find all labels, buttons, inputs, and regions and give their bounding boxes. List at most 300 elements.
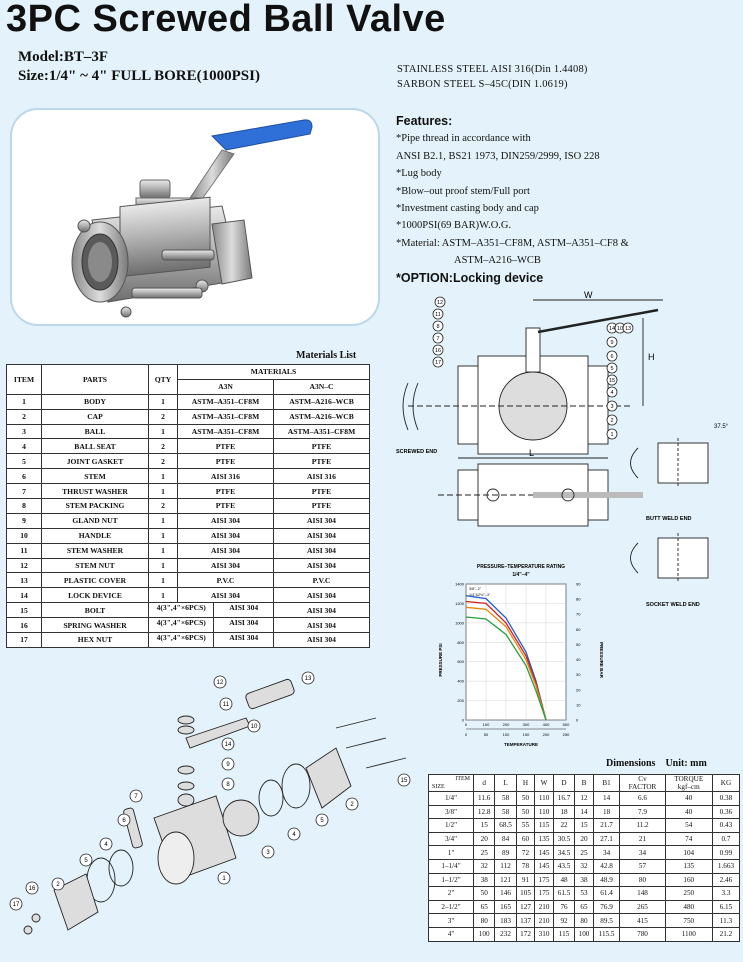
table-cell: PTFE	[274, 499, 370, 514]
x-tick-label-bottom: 200	[542, 732, 550, 737]
header-item: ITEM	[7, 365, 42, 395]
x-tick-label: 300	[522, 722, 530, 727]
table-cell: 65	[575, 900, 594, 914]
y-tick-label: 1400	[455, 581, 464, 587]
table-cell: 172	[516, 927, 535, 941]
table-cell: 12.8	[474, 805, 495, 819]
table-cell: 1	[149, 513, 178, 528]
table-cell: 2	[149, 439, 178, 454]
table-cell: 55	[516, 819, 535, 833]
header-D: D	[553, 775, 574, 792]
table-cell: ASTM–A351–CF8M	[178, 424, 274, 439]
table-cell: 61.5	[553, 887, 574, 901]
table-cell: 3"	[429, 914, 474, 928]
table-cell: 1.663	[712, 859, 739, 873]
table-cell: 750	[665, 914, 712, 928]
y-tick-label: 600	[457, 659, 464, 665]
y-tick-label: 1200	[455, 600, 464, 606]
y-tick-label-right: 0	[576, 717, 579, 723]
table-cell: 127	[516, 900, 535, 914]
size-label: Size:1/4" ~ 4" FULL BORE(1000PSI)	[18, 68, 260, 84]
callout-number: 9	[226, 762, 230, 769]
table-cell: 58	[495, 792, 516, 806]
table-cell: 18	[553, 805, 574, 819]
table-cell: 104	[665, 846, 712, 860]
table-cell: ASTM–A351–CF8M	[274, 424, 370, 439]
table-cell: 61.4	[593, 887, 620, 901]
table-cell: 18	[593, 805, 620, 819]
y-tick-label-right: 30	[576, 672, 581, 678]
table-row	[7, 439, 370, 454]
table-cell: 2	[7, 409, 42, 424]
callout-number: 11	[435, 312, 441, 318]
table-cell: 3.3	[712, 887, 739, 901]
table-cell: 1/2"	[429, 819, 474, 833]
header-torque-line1: TORQUE	[674, 775, 704, 783]
dim-l-label: L	[529, 448, 535, 458]
table-cell: 76.9	[593, 900, 620, 914]
table-cell: 100	[474, 927, 495, 941]
table-cell: 32	[575, 859, 594, 873]
option-text: *OPTION:Locking device	[396, 270, 544, 285]
table-cell: 115	[535, 819, 554, 833]
callout-number: 9	[610, 340, 614, 346]
callout-number: 7	[436, 336, 440, 342]
table-cell: 78	[516, 859, 535, 873]
dimensions-caption	[606, 758, 707, 769]
table-cell: 0.43	[712, 819, 739, 833]
table-cell: AISI 304	[274, 528, 370, 543]
callout-number: 11	[222, 702, 230, 709]
table-cell: 57	[620, 859, 665, 873]
table-cell: AISI 304	[274, 633, 370, 648]
table-cell: 91	[516, 873, 535, 887]
table-row	[7, 588, 370, 603]
table-row	[429, 846, 740, 860]
table-cell: 7.9	[620, 805, 665, 819]
header-w: W	[535, 775, 554, 792]
table-cell: 5	[7, 454, 42, 469]
header-item: ITEM	[455, 776, 470, 782]
callout-number: 4	[104, 842, 108, 849]
table-row	[7, 409, 370, 424]
exploded-view	[6, 668, 426, 960]
table-row	[7, 558, 370, 573]
header-torque	[665, 775, 712, 792]
table-cell: ASTM–A351–CF8M	[178, 409, 274, 424]
table-cell: 146	[495, 887, 516, 901]
plot-frame	[466, 584, 566, 720]
table-cell: 1100	[665, 927, 712, 941]
table-cell: AISI 304	[178, 528, 274, 543]
page-title: 3PC Screwed Ball Valve	[6, 0, 446, 40]
table-cell: 160	[665, 873, 712, 887]
table-cell: 210	[535, 900, 554, 914]
table-header-row	[7, 365, 370, 380]
header-qty: QTY	[149, 365, 178, 395]
table-cell: PTFE	[178, 439, 274, 454]
table-cell: 10	[7, 528, 42, 543]
material-spec: AISI 304	[229, 633, 259, 643]
callout-number: 15	[400, 778, 408, 785]
table-cell: CAP	[42, 409, 149, 424]
table-cell: 1/4"	[429, 792, 474, 806]
callout-number: 3	[266, 850, 270, 857]
table-cell: 58	[495, 805, 516, 819]
feature-item: *1000PSI(69 BAR)W.O.G.	[396, 220, 512, 232]
table-row	[429, 887, 740, 901]
table-row	[429, 873, 740, 887]
table-cell: AISI 316	[274, 469, 370, 484]
table-cell: 145	[535, 859, 554, 873]
callout-number: 16	[28, 886, 36, 893]
callout-number: 13	[624, 326, 632, 332]
table-cell: LOCK DEVICE	[42, 588, 149, 603]
table-cell: 38	[575, 873, 594, 887]
table-cell: 6.15	[712, 900, 739, 914]
table-cell: 2	[149, 409, 178, 424]
header-materials: MATERIALS	[178, 365, 370, 380]
table-cell: PTFE	[274, 484, 370, 499]
table-cell: 135	[535, 832, 554, 846]
table-cell: AISI 304	[274, 618, 370, 633]
callout-number: 1	[222, 876, 226, 883]
table-cell: 15	[575, 819, 594, 833]
table-cell: 1	[149, 424, 178, 439]
materials-caption: Materials List	[296, 350, 357, 361]
table-cell: 21	[620, 832, 665, 846]
table-cell: 15	[7, 603, 42, 618]
steel-line: STAINLESS STEEL AISI 316(Din 1.4408)	[397, 64, 588, 75]
table-cell: STEM	[42, 469, 149, 484]
table-header-row	[429, 775, 740, 792]
header-cv-line1: Cv	[638, 775, 647, 783]
callout-number: 5	[610, 366, 614, 372]
table-row	[7, 499, 370, 514]
callout-number: 1	[610, 432, 614, 438]
table-cell: PLASTIC COVER	[42, 573, 149, 588]
table-cell: JOINT GASKET	[42, 454, 149, 469]
table-row	[7, 633, 370, 648]
table-cell: AISI 304	[274, 588, 370, 603]
y-tick-label-right: 40	[576, 657, 581, 663]
table-cell: 1	[149, 394, 178, 409]
header-torque-line2: kgf–cm	[677, 783, 700, 791]
callout-number: 13	[304, 676, 312, 683]
callout-number: 7	[134, 794, 138, 801]
table-cell: 22	[553, 819, 574, 833]
table-cell: 11.2	[620, 819, 665, 833]
dim-h-label: H	[648, 352, 655, 362]
x-tick-label-bottom: 150	[522, 732, 530, 737]
header-b1: B1	[593, 775, 620, 792]
table-cell: 50	[516, 805, 535, 819]
x-tick-label: 400	[542, 722, 550, 727]
table-cell: 65	[474, 900, 495, 914]
table-cell: 105	[516, 887, 535, 901]
pressure-temperature-chart	[436, 560, 606, 750]
table-cell: 20	[474, 832, 495, 846]
header-size: SIZE	[432, 784, 445, 790]
table-cell: 48.9	[593, 873, 620, 887]
table-cell: P.V.C	[274, 573, 370, 588]
header-d: d	[474, 775, 495, 792]
table-cell: 115	[553, 927, 574, 941]
table-row	[429, 819, 740, 833]
table-cell: 137	[516, 914, 535, 928]
table-cell: 16	[7, 618, 42, 633]
table-cell: 34.5	[553, 846, 574, 860]
callout-number: 17	[434, 360, 442, 366]
table-cell: 175	[535, 887, 554, 901]
table-cell: THRUST WASHER	[42, 484, 149, 499]
table-cell: AISI 304	[178, 558, 274, 573]
table-cell: 14	[575, 805, 594, 819]
table-cell: 40	[665, 805, 712, 819]
feature-item: ASTM–A216–WCB	[454, 255, 541, 267]
table-cell: 0.36	[712, 805, 739, 819]
material-spec: AISI 304	[229, 618, 259, 628]
y-tick-label-right: 70	[576, 611, 581, 617]
table-cell: 50	[516, 792, 535, 806]
header-b: B	[575, 775, 594, 792]
y-tick-label: 400	[457, 678, 464, 684]
table-cell: 2–1/2"	[429, 900, 474, 914]
table-cell: 175	[535, 873, 554, 887]
table-row	[429, 792, 740, 806]
callout-number: 10	[616, 326, 624, 332]
table-cell: 11.6	[474, 792, 495, 806]
table-row	[429, 900, 740, 914]
table-cell: 2"	[429, 887, 474, 901]
y-tick-label-right: 20	[576, 687, 581, 693]
table-cell: 68.5	[495, 819, 516, 833]
callout-number: 5	[320, 818, 324, 825]
table-cell: PTFE	[178, 484, 274, 499]
x-tick-label: 500	[562, 722, 570, 727]
table-cell: 89.5	[593, 914, 620, 928]
features-heading: Features:	[396, 114, 453, 128]
table-cell: PTFE	[274, 439, 370, 454]
callout-number: 15	[608, 378, 616, 384]
table-cell: 780	[620, 927, 665, 941]
y-tick-label-right: 60	[576, 626, 581, 632]
table-cell: AISI 304	[274, 603, 370, 618]
dim-w-label: W	[584, 290, 593, 300]
chart-ylabel-left: PRESSURE PSI	[438, 643, 443, 677]
table-row	[429, 914, 740, 928]
steel-note	[397, 62, 588, 92]
table-cell: 1–1/2"	[429, 873, 474, 887]
y-tick-label: 200	[457, 698, 464, 704]
table-cell: 145	[535, 846, 554, 860]
table-cell: 92	[553, 914, 574, 928]
table-cell: 74	[665, 832, 712, 846]
table-cell: 34	[620, 846, 665, 860]
table-cell: 1	[149, 484, 178, 499]
x-tick-label-bottom: 100	[502, 732, 510, 737]
header-l: L	[495, 775, 516, 792]
steel-line: SARBON STEEL S–45C(DIN 1.0619)	[397, 79, 568, 90]
table-cell: 54	[665, 819, 712, 833]
callout-number: 12	[436, 300, 444, 306]
table-cell: 165	[495, 900, 516, 914]
x-tick-label: 100	[482, 722, 490, 727]
table-cell: 2	[149, 454, 178, 469]
chart-xlabel: TEMPERATURE	[504, 742, 538, 747]
table-row	[7, 603, 370, 618]
header-cv-line2: FACTOR	[628, 783, 657, 791]
features-block	[396, 113, 629, 287]
table-cell: 480	[665, 900, 712, 914]
table-cell: 6	[7, 469, 42, 484]
table-cell: AISI 304	[274, 513, 370, 528]
dimensions-title: Dimensions	[606, 758, 656, 769]
table-row	[429, 859, 740, 873]
header-a3n: A3N	[178, 379, 274, 394]
table-cell: BALL	[42, 424, 149, 439]
callout-number: 12	[216, 680, 224, 687]
header-h: H	[516, 775, 535, 792]
header-kg: KG	[712, 775, 739, 792]
table-cell: 84	[495, 832, 516, 846]
table-cell: 1	[149, 528, 178, 543]
table-cell: AISI 316	[178, 469, 274, 484]
table-cell: 1–1/4"	[429, 859, 474, 873]
feature-item: *Pipe thread in accordance with	[396, 133, 531, 145]
table-cell: 4"	[429, 927, 474, 941]
callout-number: 10	[250, 724, 258, 731]
table-cell: 20	[575, 832, 594, 846]
table-cell: 30.5	[553, 832, 574, 846]
table-cell: AISI 304	[178, 588, 274, 603]
table-cell: 265	[620, 900, 665, 914]
table-cell: 250	[665, 887, 712, 901]
table-cell: 135	[665, 859, 712, 873]
ball-valve-image	[12, 110, 378, 324]
table-cell: 40	[665, 792, 712, 806]
table-cell	[149, 603, 274, 618]
butt-weld-end-label: BUTT WELD END	[646, 516, 692, 522]
table-cell: P.V.C	[178, 573, 274, 588]
table-cell: 32	[474, 859, 495, 873]
table-cell: 38	[474, 873, 495, 887]
table-row	[7, 424, 370, 439]
x-tick-label-bottom: 250	[562, 732, 570, 737]
materials-table	[6, 364, 370, 648]
header-item-size	[429, 775, 474, 792]
table-cell: PTFE	[178, 499, 274, 514]
table-cell: 112	[495, 859, 516, 873]
table-row	[7, 484, 370, 499]
table-cell: 17	[7, 633, 42, 648]
table-cell: 80	[620, 873, 665, 887]
table-cell: 72	[516, 846, 535, 860]
table-cell: 9	[7, 513, 42, 528]
feature-item: *Lug body	[396, 168, 442, 180]
feature-item: *Investment casting body and cap	[396, 203, 539, 215]
table-cell: 4	[7, 439, 42, 454]
table-cell: 232	[495, 927, 516, 941]
table-cell: SPRING WASHER	[42, 618, 149, 633]
table-cell: 12	[7, 558, 42, 573]
table-cell: 21.2	[712, 927, 739, 941]
table-cell: 1	[149, 588, 178, 603]
table-cell: BODY	[42, 394, 149, 409]
table-cell: 34	[593, 846, 620, 860]
table-cell: AISI 304	[274, 558, 370, 573]
legend-label: 3/8"–2"	[469, 587, 482, 591]
table-row	[429, 805, 740, 819]
table-row	[7, 618, 370, 633]
table-cell: 0.38	[712, 792, 739, 806]
table-cell: 121	[495, 873, 516, 887]
exploded-callouts	[10, 672, 410, 910]
table-cell: 80	[474, 914, 495, 928]
table-cell	[149, 618, 274, 633]
callout-number: 3	[610, 404, 614, 410]
table-row	[429, 832, 740, 846]
y-tick-label: 800	[457, 639, 464, 645]
x-tick-label-bottom: 0	[464, 732, 468, 737]
table-cell: 43.5	[553, 859, 574, 873]
y-tick-label-right: 80	[576, 596, 581, 602]
table-cell: HANDLE	[42, 528, 149, 543]
feature-item: *Blow–out proof stem/Full port	[396, 185, 530, 197]
table-cell: 115.5	[593, 927, 620, 941]
table-row	[7, 528, 370, 543]
table-cell: 11	[7, 543, 42, 558]
table-cell: 310	[535, 927, 554, 941]
header-a3nc: A3N–C	[274, 379, 370, 394]
chart-title: PRESSURE–TEMPERATURE RATING	[476, 564, 566, 570]
table-cell: 48	[553, 873, 574, 887]
table-cell: 8	[7, 499, 42, 514]
table-cell: 2.46	[712, 873, 739, 887]
table-cell: 415	[620, 914, 665, 928]
header-parts: PARTS	[42, 365, 149, 395]
table-cell: PTFE	[274, 454, 370, 469]
table-cell: 12	[575, 792, 594, 806]
table-cell: PTFE	[178, 454, 274, 469]
callout-number: 6	[610, 354, 614, 360]
table-cell: 0.7	[712, 832, 739, 846]
callout-number: 14	[608, 326, 616, 332]
table-cell: 25	[474, 846, 495, 860]
table-cell: 21.7	[593, 819, 620, 833]
table-cell: 27.1	[593, 832, 620, 846]
table-cell: 1	[7, 394, 42, 409]
y-tick-label: 0	[461, 717, 464, 723]
table-cell: 14	[7, 588, 42, 603]
model-label: Model:BT–3F	[18, 49, 108, 65]
table-cell: 13	[7, 573, 42, 588]
model-block	[18, 48, 260, 86]
header-cv	[620, 775, 665, 792]
y-tick-label-right: 90	[576, 581, 581, 587]
callout-number: 6	[122, 818, 126, 825]
table-cell: HEX NUT	[42, 633, 149, 648]
table-cell: 16.7	[553, 792, 574, 806]
chart-subtitle: 1/4"–4"	[512, 572, 530, 578]
x-tick-label-bottom: 50	[483, 732, 489, 737]
table-cell: 15	[474, 819, 495, 833]
qty-spec: 4(3",4"×6PCS)	[149, 603, 214, 617]
screwed-end-label: SCREWED END	[396, 449, 438, 455]
table-cell: STEM PACKING	[42, 499, 149, 514]
table-row	[429, 927, 740, 941]
dimensions-table	[428, 774, 740, 942]
